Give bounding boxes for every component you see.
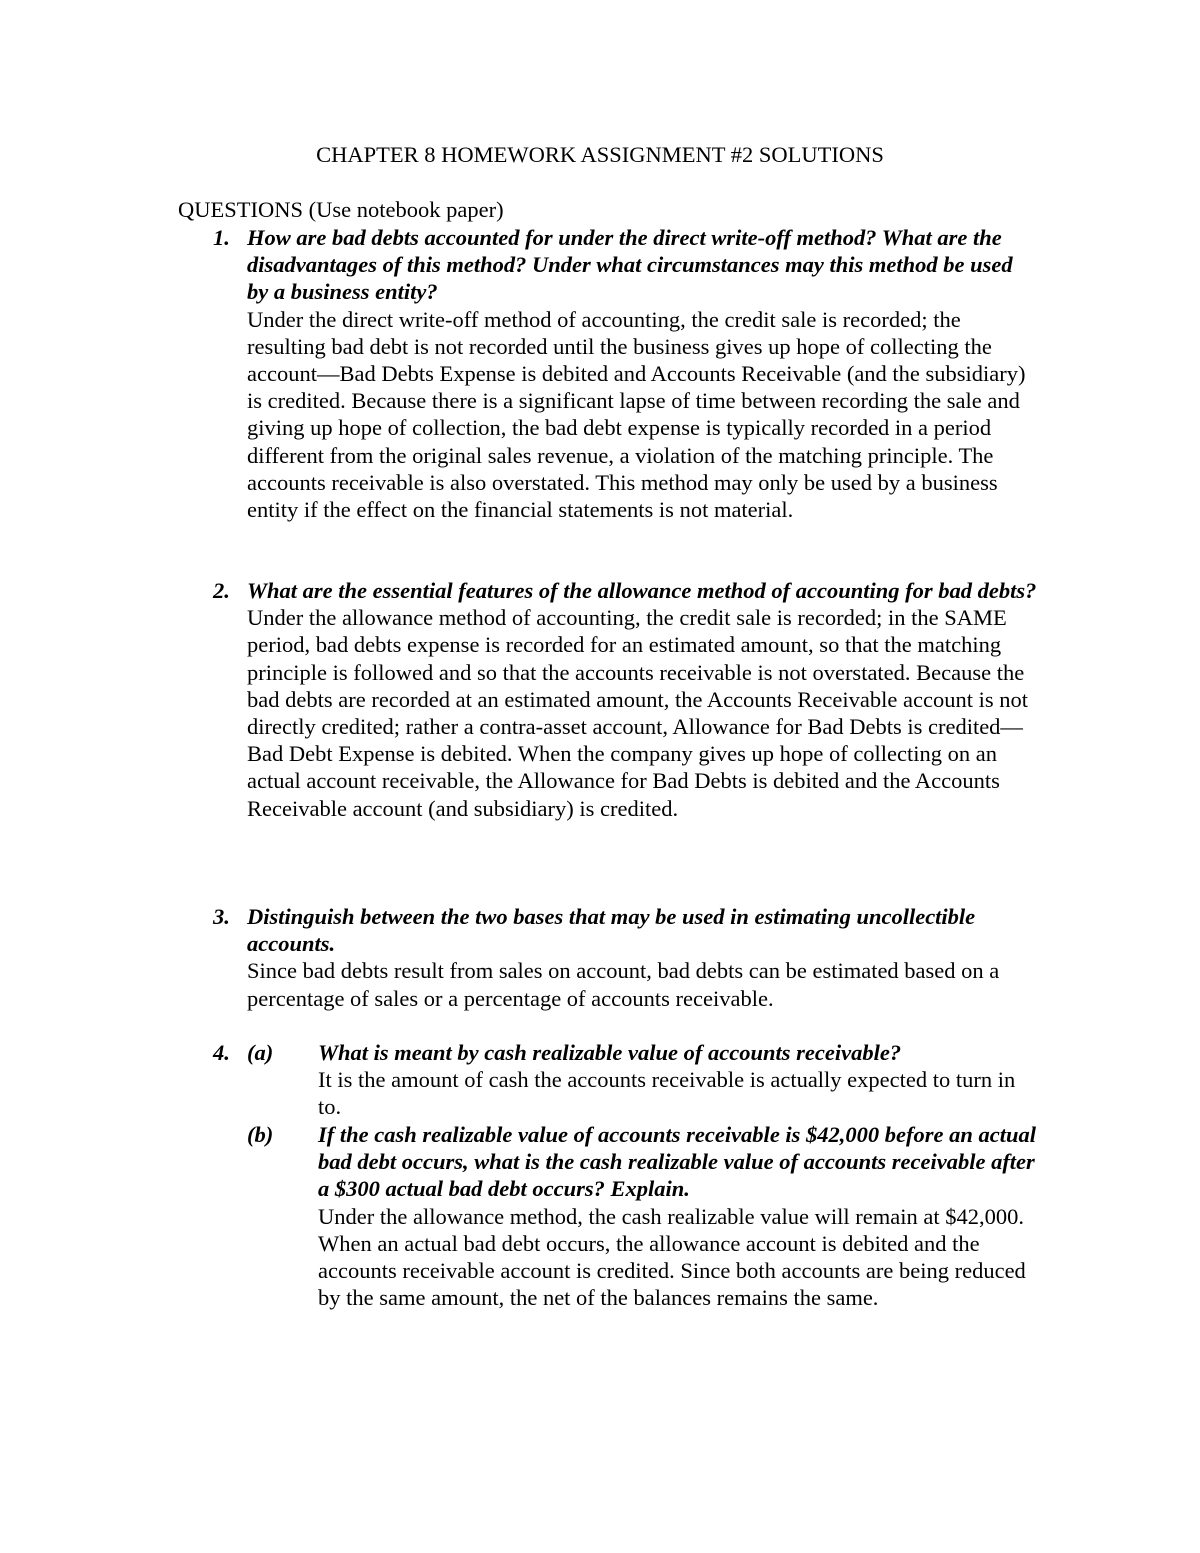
question-4-number: 4. — [213, 1040, 230, 1065]
section-heading: QUESTIONS (Use notebook paper) — [178, 197, 504, 222]
question-3-number: 3. — [213, 904, 230, 929]
page-title: CHAPTER 8 HOMEWORK ASSIGNMENT #2 SOLUTIONS — [316, 142, 884, 167]
question-2-text: What are the essential features of the allowance method of accounting for bad debts? — [247, 578, 1037, 603]
question-1-answer: Under the direct write-off method of accounting, the credit sale is recorded; the resulting bad debt is not recorded until the business gives up hope of collecting the account—Bad Debts Expense is debited and Accounts Receivable (and the subsidiary) is credited. Because there is a significant lapse of time between recording the sale and giving up hope of collection, the bad debt expense is typically recorded in a period different from the original sales revenue, a violation of the matching principle. The accounts receivable is also overstated. This method may only be used by a business entity if the effect on the financial statements is not material. — [247, 306, 1026, 523]
question-3 — [247, 903, 1037, 1012]
question-4a-answer: It is the amount of cash the accounts receivable is actually expected to turn in to. — [318, 1067, 1016, 1120]
question-4b — [318, 1121, 1038, 1311]
question-1 — [247, 224, 1037, 523]
question-4a — [318, 1039, 1038, 1121]
question-1-text: How are bad debts accounted for under the direct write-off method? What are the disadvantages of this method? Under what circumstances may this method be used by a business entity? — [247, 225, 1013, 305]
question-4b-label: (b) — [247, 1122, 274, 1147]
question-1-number: 1. — [213, 225, 230, 250]
question-4b-answer: Under the allowance method, the cash realizable value will remain at $42,000. When an actual bad debt occurs, the allowance account is debited and the accounts receivable account is credited. Since both accounts are being reduced by the same amount, the net of the balances remains the same. — [318, 1203, 1026, 1311]
question-2 — [247, 577, 1037, 822]
question-3-text: Distinguish between the two bases that may be used in estimating uncollectible accounts. — [247, 904, 976, 957]
question-4a-text: What is meant by cash realizable value of accounts receivable? — [318, 1040, 902, 1065]
question-2-answer: Under the allowance method of accounting, the credit sale is recorded; in the SAME period, bad debts expense is recorded for an estimated amount, so that the matching principle is followed and so that the accounts receivable is not overstated. Because the bad debts are recorded at an estimated amount, the Accounts Receivable account is not directly credited; rather a contra-asset account, Allowance for Bad Debts is credited—Bad Debt Expense is debited. When the company gives up hope of collecting on an actual account receivable, the Allowance for Bad Debts is debited and the Accounts Receivable account (and subsidiary) is credited. — [247, 605, 1028, 821]
question-3-answer: Since bad debts result from sales on account, bad debts can be estimated based on a percentage of sales or a percentage of accounts receivable. — [247, 958, 1000, 1011]
question-4a-label: (a) — [247, 1040, 274, 1065]
question-2-number: 2. — [213, 578, 230, 603]
question-4b-text: If the cash realizable value of accounts receivable is $42,000 before an actual bad debt occurs, what is the cash realizable value of accounts receivable after a $300 actual bad debt occurs? Explain. — [318, 1122, 1037, 1202]
